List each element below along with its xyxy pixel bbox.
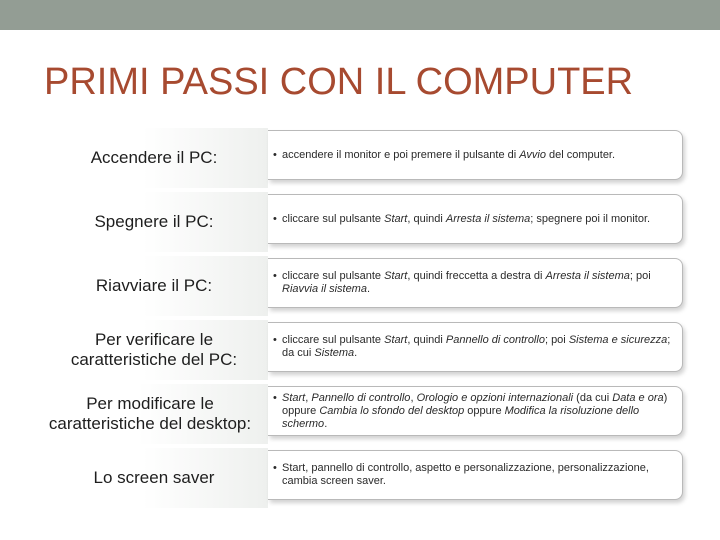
text-segment: Sistema e sicurezza [568,334,668,346]
text-segment: del computer. [545,148,616,161]
text-segment: , quindi [407,334,446,346]
step-description [268,194,683,244]
text-segment: Arresta il sistema [445,212,531,225]
text-segment: Cambia lo sfondo del desktop [319,404,465,417]
bullet-icon: • [273,391,277,404]
step-description [268,450,683,500]
text-segment: Orologio e opzioni internazionali [416,391,574,404]
step-description [268,258,683,308]
slide-title: PRIMI PASSI CON IL COMPUTER [44,61,634,103]
text-segment: Start [384,270,408,282]
text-segment: Start [384,212,408,225]
steps-list [40,126,690,510]
text-segment: , quindi [407,212,446,225]
step-description [268,130,683,180]
step-label: Riavviare il PC: [40,256,268,316]
bullet-icon: • [273,270,277,282]
text-segment: Start [384,334,408,346]
step-description [268,322,683,372]
text-segment: . [354,347,358,359]
bullet-icon: • [273,148,277,161]
bullet-icon: • [273,334,277,346]
step-text [273,212,651,226]
text-segment: Data e ora [612,391,664,404]
text-segment: ; spegnere poi il monitor. [530,212,651,225]
step-row-power-on [40,126,690,190]
top-bar [0,0,720,30]
step-row-desktop-settings [40,382,690,446]
text-segment: , [410,391,417,404]
text-segment: cliccare sul pulsante [282,212,385,225]
text-segment: Avvio [519,148,546,161]
step-text [273,462,676,488]
text-segment: (da cui [573,391,613,404]
step-label: Accendere il PC: [40,128,268,188]
text-segment: . [324,417,328,430]
text-segment: ) oppure [282,391,668,417]
text-segment: , quindi freccetta a destra di [407,270,546,282]
text-segment: cliccare sul pulsante [282,270,385,282]
text-segment: Pannello di controllo [311,391,411,404]
step-description [268,386,683,436]
text-segment: oppure [464,404,505,417]
step-label: Per modificare le caratteristiche del desktop: [32,384,268,444]
text-segment: ; poi [629,270,651,282]
bullet-icon: • [273,462,277,474]
text-segment: Arresta il sistema [545,270,630,282]
bullet-icon: • [273,212,277,225]
step-text [273,270,676,296]
text-segment: ; da cui [282,334,671,359]
step-row-system-info [40,318,690,382]
step-label: Spegnere il PC: [40,192,268,252]
step-text [273,391,676,431]
step-row-restart [40,254,690,318]
text-segment: , [305,391,312,404]
step-label: Lo screen saver [40,448,268,508]
text-segment: Modifica la risoluzione dello schermo [282,404,640,430]
text-segment: Pannello di controllo [445,334,545,346]
text-segment: cliccare sul pulsante [282,334,385,346]
step-label: Per verificare le caratteristiche del PC: [40,320,268,380]
text-segment: Start [282,391,306,404]
text-segment: . [366,283,371,295]
step-row-screen-saver [40,446,690,510]
step-text [273,334,676,360]
text-segment: Sistema [314,347,355,359]
step-row-shutdown [40,190,690,254]
text-segment: Start, pannello di controllo, aspetto e personalizzazione, personalizzazione, cambia screen saver. [282,462,649,487]
step-text [273,148,616,162]
text-segment: accendere il monitor e poi premere il pulsante di [282,148,520,161]
text-segment: Riavvia il sistema [282,283,367,295]
text-segment: ; poi [544,334,569,346]
